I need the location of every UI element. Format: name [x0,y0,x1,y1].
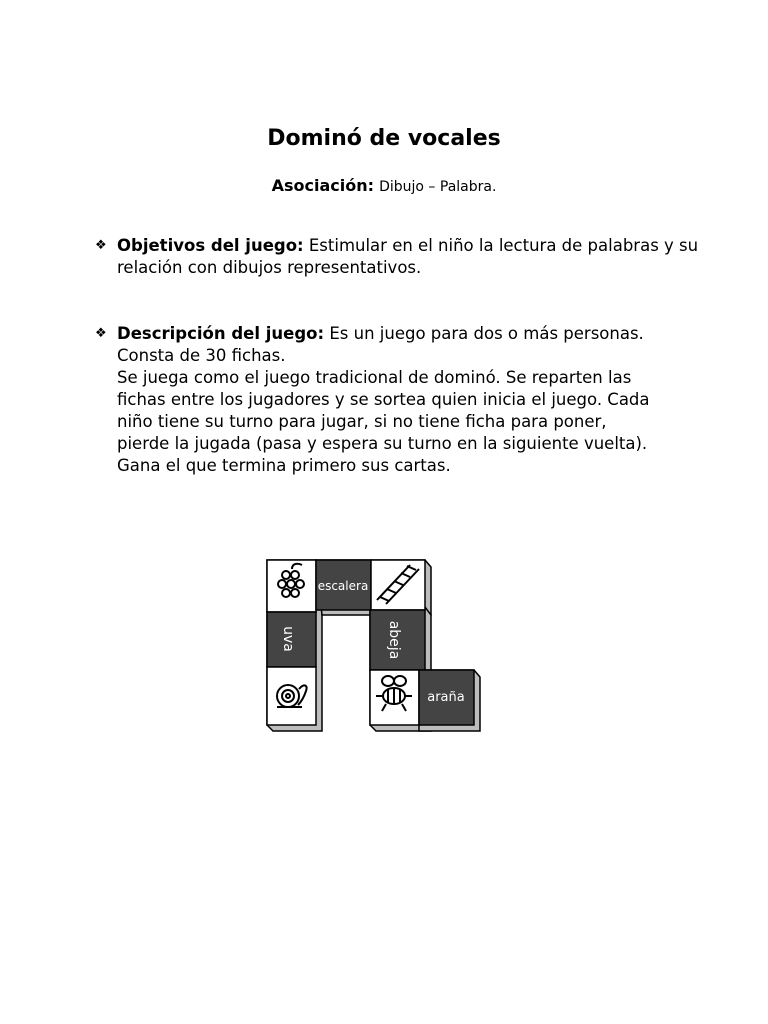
objectives-text: Estimular en el niño la lectura de palabras y su relación con dibujos representativos. [117,236,699,277]
description-line: pierde la jugada (pasa y espera su turno en la siguiente vuelta). [117,434,648,453]
word-abeja: abeja [386,620,402,660]
domino-tile [371,560,425,610]
description-line: Se juega como el juego tradicional de dominó. Se reparten las [117,368,632,387]
diamond-bullet-icon: ❖ [95,238,107,253]
domino-tile [267,667,316,725]
description-line-1: Es un juego para dos o más personas. [324,324,644,343]
diamond-bullet-icon: ❖ [95,326,107,341]
document-title: Dominó de vocales [267,126,501,151]
description-section [95,323,715,477]
word-uva: uva [280,626,296,652]
description-paragraph [117,323,715,477]
objectives-label: Objetivos del juego: [117,236,304,255]
word-escalera: escalera [317,579,369,593]
association-label: Asociación: [271,176,374,195]
description-line: Consta de 30 fichas. [117,346,286,365]
description-line: Gana el que termina primero sus cartas. [117,456,451,475]
association-value: Dibujo – Palabra. [379,179,497,195]
description-line: niño tiene su turno para jugar, si no tiene ficha para poner, [117,412,607,431]
description-line: fichas entre los jugadores y se sortea quien inicia el juego. Cada [117,390,650,409]
domino-illustration [262,555,487,740]
description-label: Descripción del juego: [117,324,325,343]
word-arana: araña [427,690,465,705]
association-line [0,176,768,195]
objectives-section [95,235,715,279]
objectives-paragraph [117,235,715,279]
